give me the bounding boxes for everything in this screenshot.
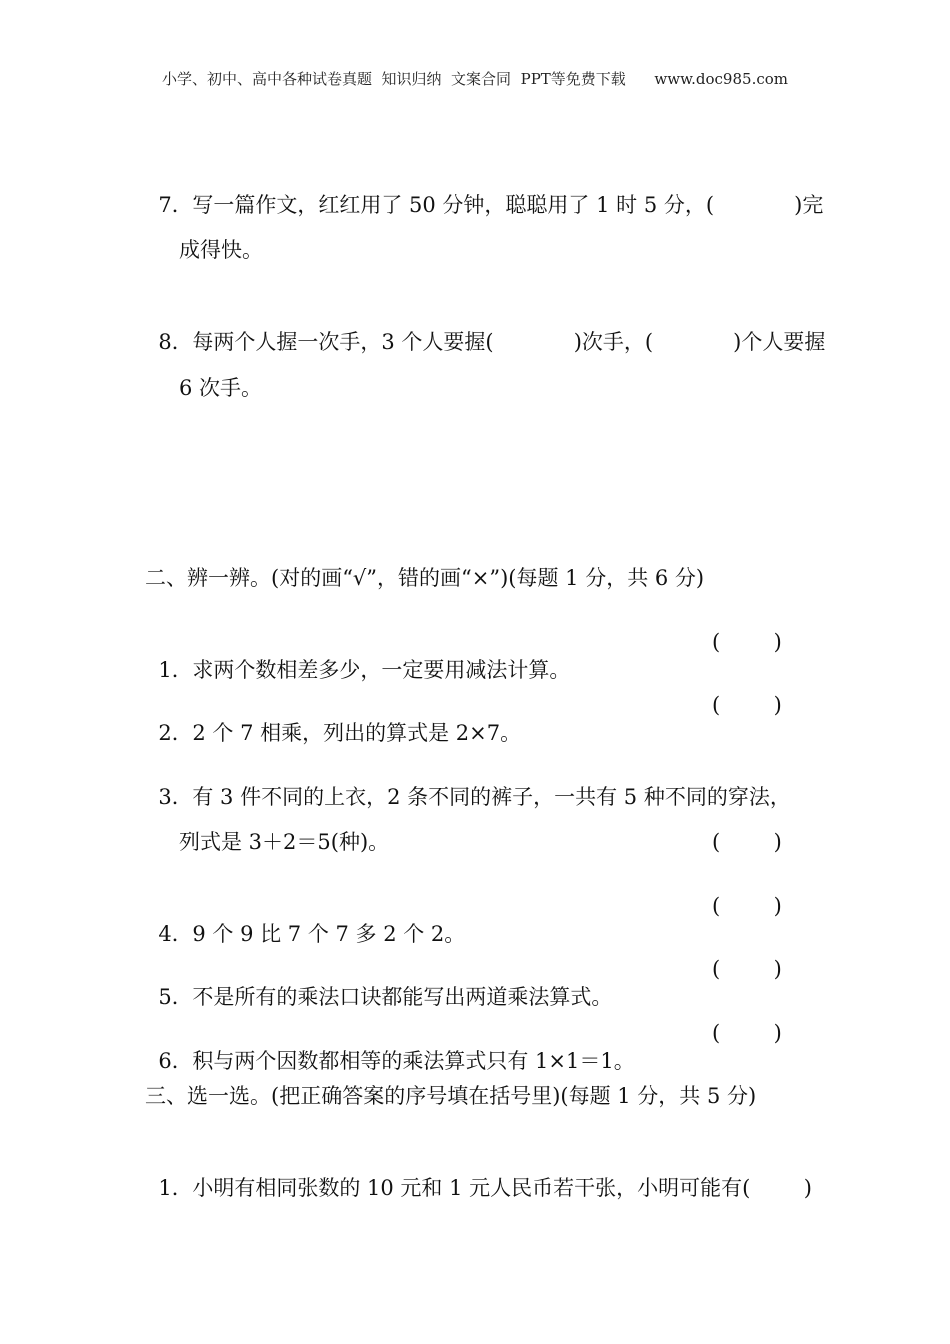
question-number: 8．: [158, 330, 193, 354]
page-header: 小学、初中、高中各种试卷真题 知识归纳 文案合同 PPT等免费下载 www.doc985.com: [161, 70, 788, 88]
choice-item-1: [145, 1146, 812, 1202]
question-number: 4．: [158, 922, 193, 946]
question-text: 9 个 9 比 7 个 7 多 2 个 2。: [192, 922, 466, 946]
question-text: 求两个数相差多少，一定要用减法计算。: [192, 658, 571, 682]
question-text: 不是所有的乘法口诀都能写出两道乘法算式。: [192, 985, 613, 1009]
answer-bracket[interactable]: ( ): [712, 630, 782, 654]
question-number: 3．: [158, 785, 193, 809]
question-text: 2 个 7 相乘，列出的算式是 2×7。: [192, 721, 522, 745]
question-text: 每两个人握一次手，3 个人要握( )次手，( )个人要握: [192, 330, 826, 354]
judge-item-6: [145, 1019, 635, 1075]
judge-item-3: [145, 755, 791, 811]
judge-item-1: [145, 628, 570, 684]
question-text: 积与两个因数都相等的乘法算式只有 1×1＝1。: [192, 1049, 635, 1073]
question-text: 写一篇作文，红红用了 50 分钟，聪聪用了 1 时 5 分，( )完: [192, 193, 824, 217]
answer-bracket[interactable]: ( ): [712, 957, 782, 981]
section-3-title: 三、选一选。(把正确答案的序号填在括号里)(每题 1 分，共 5 分): [145, 1084, 757, 1108]
question-number: 6．: [158, 1049, 193, 1073]
question-7: [145, 163, 823, 219]
judge-item-5: [145, 955, 612, 1011]
judge-item-2: [145, 691, 521, 747]
question-8-continued: 6 次手。: [179, 376, 263, 400]
judge-item-4: [145, 892, 465, 948]
judge-item-3-continued: 列式是 3＋2＝5(种)。: [179, 830, 390, 854]
answer-bracket[interactable]: ( ): [712, 894, 782, 918]
question-text: 小明有相同张数的 10 元和 1 元人民币若干张，小明可能有( ): [192, 1176, 812, 1200]
question-number: 5．: [158, 985, 193, 1009]
question-7-continued: 成得快。: [179, 238, 263, 262]
answer-bracket[interactable]: ( ): [712, 1021, 782, 1045]
section-2-title: 二、辨一辨。(对的画“√”，错的画“×”)(每题 1 分，共 6 分): [145, 566, 705, 590]
question-text: 有 3 件不同的上衣，2 条不同的裤子，一共有 5 种不同的穿法，: [192, 785, 791, 809]
answer-bracket[interactable]: ( ): [712, 693, 782, 717]
question-8: [145, 300, 825, 356]
question-number: 1．: [158, 658, 193, 682]
question-number: 1．: [158, 1176, 193, 1200]
question-number: 7．: [158, 193, 193, 217]
question-number: 2．: [158, 721, 193, 745]
answer-bracket[interactable]: ( ): [712, 830, 782, 854]
